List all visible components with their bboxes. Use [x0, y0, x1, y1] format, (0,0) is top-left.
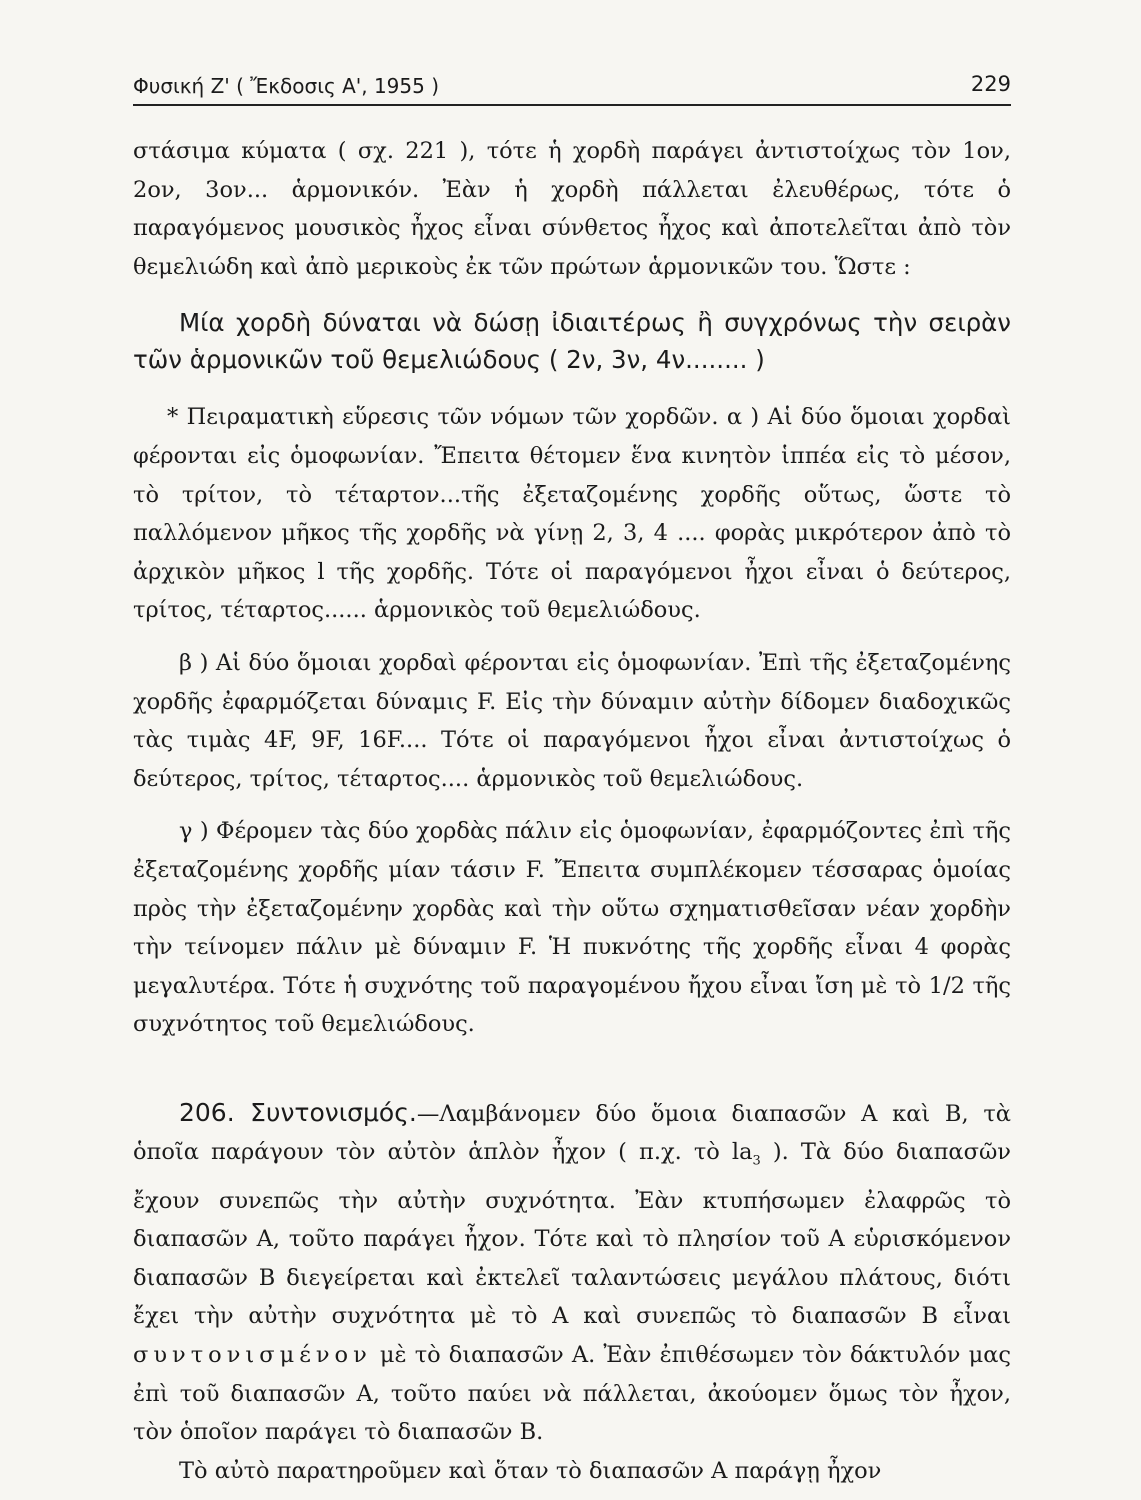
section-206-paragraph	[133, 1094, 1011, 1452]
continuation-line: Τὸ αὐτὸ παρατηροῦμεν καὶ ὅταν τὸ διαπασῶν Α παράγῃ ἦχον	[179, 1457, 882, 1484]
page-header	[133, 70, 1011, 106]
section-text-part3: μὲ τὸ διαπασῶν Α. Ἐὰν ἐπιθέσωμεν τὸν δάκτυλόν μας ἐπὶ τοῦ διαπασῶν Α, τοῦτο παύει νὰ πάλλεται, ἀκούομεν ὅμως τὸν ἦχον, τὸν ὁποῖον παράγει τὸ διαπασῶν Β.	[133, 1341, 1011, 1446]
paragraph-harmonics: στάσιμα κύματα ( σχ. 221 ), τότε ἡ χορδὴ παράγει ἀντιστοίχως τὸν 1ον, 2ον, 3ον... ἁρμονικόν. Ἐὰν ἡ χορδὴ πάλλεται ἐλευθέρως, τότε ὁ παραγόμενος μουσικὸς ἦχος εἶναι σύνθετος ἦχος καὶ ἀποτελεῖται ἀπὸ τὸν θεμελιώδη καὶ ἀπὸ μερικοὺς ἐκ τῶν πρώτων ἁρμονικῶν του. Ὥστε :	[133, 138, 1011, 280]
emphasized-term: συντονισμένον	[133, 1341, 372, 1368]
subscript-three: 3	[752, 1153, 761, 1169]
section-text-part1: —Λαμβάνομεν δύο ὅμοια διαπασῶν Α καὶ Β, τὰ ὁποῖα παράγουν τὸν αὐτὸν ἁπλὸν ἦχον ( π.χ. τὸ la	[133, 1100, 1011, 1166]
body-text	[133, 132, 1011, 1490]
paragraph-experiment-c: γ ) Φέρομεν τὰς δύο χορδὰς πάλιν εἰς ὁμοφωνίαν, ἐφαρμόζοντες ἐπὶ τῆς ἐξεταζομένης χορδῆς μίαν τάσιν F. Ἔπειτα συμπλέκομεν τέσσαρας ὁμοίας πρὸς τὴν ἐξεταζομένην χορδὰς καὶ τὴν οὕτω σχηματισθεῖσαν νέαν χορδὴν τὴν τείνομεν πάλιν μὲ δύναμιν F. Ἡ πυκνότης τῆς χορδῆς εἶναι 4 φορὰς μεγαλυτέρα. Τότε ἡ συχνότης τοῦ παραγομένου ἤχου εἶναι ἴση μὲ τὸ 1/2 τῆς συχνότητος τοῦ θεμελιώδους.	[133, 818, 1011, 1038]
section-text-part2: ). Τὰ δύο διαπασῶν ἔχουν συνεπῶς τὴν αὐτὴν συχνότητα. Ἐὰν κτυπήσωμεν ἐλαφρῶς τὸ διαπασῶν Α, τοῦτο παράγει ἦχον. Τότε καὶ τὸ πλησίον τοῦ Α εὑρισκόμενον διαπασῶν Β διεγείρεται καὶ ἐκτελεῖ ταλαντώσεις μεγάλου πλάτους, διότι ἔχει τὴν αὐτὴν συχνότητα μὲ τὸ Α καὶ συνεπῶς τὸ διαπασῶν Β εἶναι	[133, 1139, 1011, 1330]
paragraph-experiment-a: * Πειραματικὴ εὕρεσις τῶν νόμων τῶν χορδῶν. α ) Αἱ δύο ὅμοιαι χορδαὶ φέρονται εἰς ὁμοφωνίαν. Ἔπειτα θέτομεν ἕνα κινητὸν ἱππέα εἰς τὸ μέσον, τὸ τρίτον, τὸ τέταρτον...τῆς ἐξεταζομένης χορδῆς οὕτως, ὥστε τὸ παλλόμενον μῆκος τῆς χορδῆς νὰ γίνῃ 2, 3, 4 .... φορὰς μικρότερον ἀπὸ τὸ ἀρχικὸν μῆκος l τῆς χορδῆς. Τότε οἱ παραγόμενοι ἦχοι εἶναι ὁ δεύτερος, τρίτος, τέταρτος...... ἁρμονικὸς τοῦ θεμελιώδους.	[133, 404, 1011, 624]
rule-statement: Μία χορδὴ δύναται νὰ δώσῃ ἰδιαιτέρως ἢ συγχρόνως τὴν σειρὰν τῶν ἁρμονικῶν τοῦ θεμελιώδους ( 2ν, 3ν, 4ν........ )	[133, 308, 1011, 375]
running-title: Φυσική Ζ' ( Ἔκδοσις Α', 1955 )	[133, 74, 440, 98]
paragraph-experiment-b: β ) Αἱ δύο ὅμοιαι χορδαὶ φέρονται εἰς ὁμοφωνίαν. Ἐπὶ τῆς ἐξεταζομένης χορδῆς ἐφαρμόζεται δύναμις F. Εἰς τὴν δύναμιν αὐτὴν δίδομεν διαδοχικῶς τὰς τιμὰς 4F, 9F, 16F.... Τότε οἱ παραγόμενοι ἦχοι εἶναι ἀντιστοίχως ὁ δεύτερος, τρίτος, τέταρτος.... ἁρμονικὸς τοῦ θεμελιώδους.	[133, 649, 1011, 792]
page-number: 229	[970, 72, 1011, 96]
section-heading: 206. Συντονισμός.	[179, 1097, 417, 1127]
